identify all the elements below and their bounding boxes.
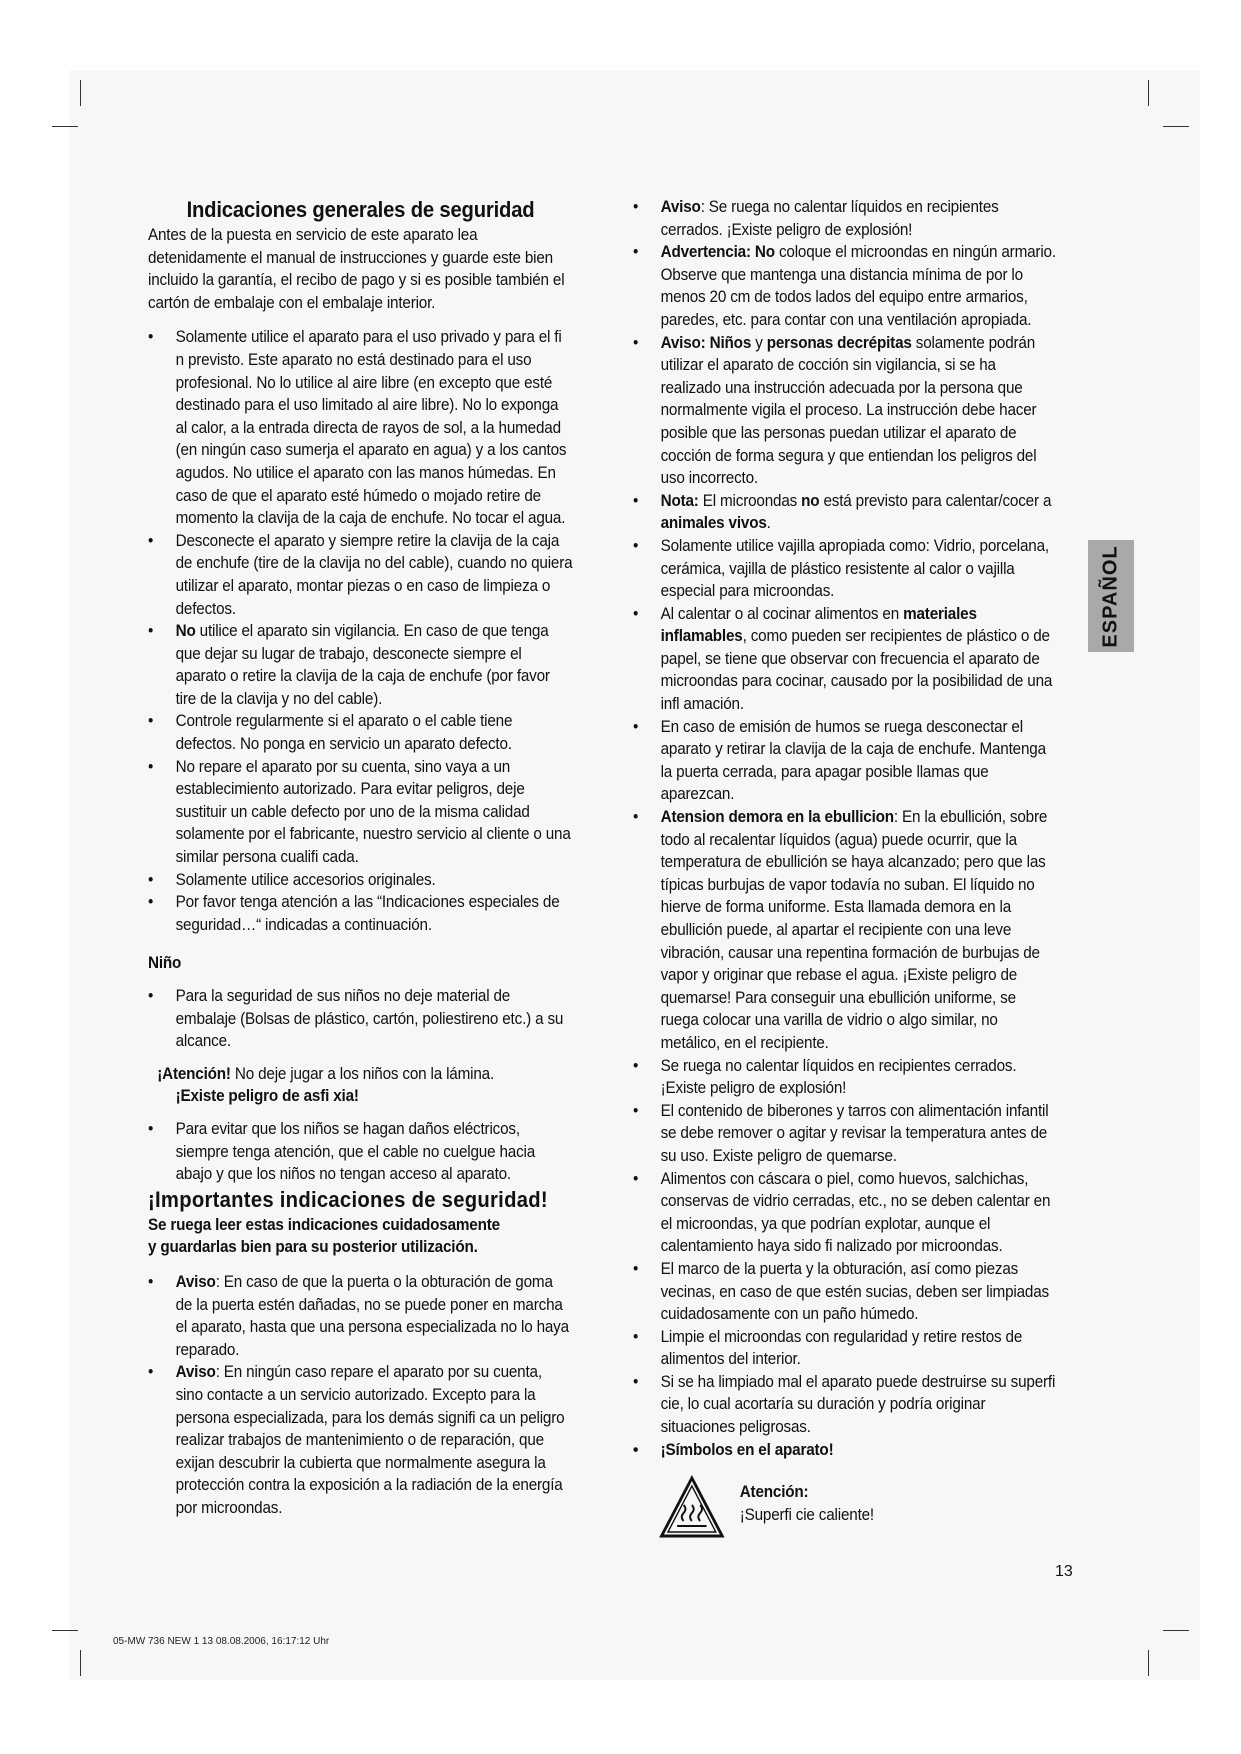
list-item-text: : En ningún caso repare el aparato por su cuenta, sino contacte a un servicio autorizado. Excepto para la persona especializada, para los demás signifi ca un peligro realizar trabajos de mantenimiento o de reparación, que exijan descubrir la cubierta que normalmente asegura la protección contra la exposición a la radiación de la energía por microondas.: [175, 1362, 565, 1517]
aviso-label: Aviso: [175, 1362, 216, 1382]
crop-mark: [52, 126, 78, 127]
list-item: [148, 1361, 573, 1519]
crop-mark: [1163, 126, 1189, 127]
atencion-label: ¡Atención!: [157, 1063, 231, 1083]
nino-list-2: [148, 1118, 573, 1186]
list-item-text: , como pueden ser recipientes de plástico o de papel, se tiene que observar con frecuencia el aparato de microondas para cocinar, causado por la posibilidad de una infl amación.: [660, 626, 1053, 714]
hot-surface-symbol-row: [659, 1475, 1058, 1539]
list-item: • ¡Símbolos en el aparato!: [633, 1439, 1058, 1462]
bold-label: No: [175, 621, 196, 641]
important-list: [148, 1271, 573, 1520]
list-item-text: coloque el microondas en ningún armario. Observe que mantenga una distancia mínima de por lo menos 20 cm de todos lados del equipo entre armarios, paredes, etc. para contar con una ventilación apropiada.: [660, 242, 1056, 329]
list-item: • Solamente utilice accesorios originales.: [148, 869, 573, 892]
crop-mark: [1163, 1630, 1189, 1631]
aviso-label: Aviso: [175, 1271, 216, 1291]
crop-mark: [52, 1630, 78, 1631]
left-column: [148, 196, 573, 1519]
page-number: 13: [1055, 1563, 1073, 1580]
list-item: • Solamente utilice el aparato para el uso privado y para el fi n previsto. Este aparato no está destinado para el uso profesional. No lo utilice al aire libre (en excepto que esté destinado para el uso limitado al aire libre). No lo exponga al calor, a la entrada directa de rayos de sol, a la humedad (en ningún caso sumerja el aparato en agua) y a los cantos agudos. No utilice el aparato con las manos húmedas. En caso de que el aparato esté húmedo o mojado retire de momento la clavija de la caja de enchufe. No tocar el agua.: [148, 326, 573, 529]
list-item: [633, 241, 1058, 331]
crop-mark: [1148, 1650, 1149, 1676]
nota-animales: animales vivos: [660, 513, 767, 533]
list-item: [633, 196, 1058, 241]
list-item: • El marco de la puerta y la obturación, así como piezas vecinas, en caso de que estén sucias, deben ser limpiadas cuidadosamente con un paño húmedo.: [633, 1258, 1058, 1326]
list-item: [148, 1271, 573, 1361]
general-safety-list: [148, 326, 573, 936]
intro-paragraph: Antes de la puesta en servicio de este aparato lea detenidamente el manual de instrucciones y guarde este bien incluido la garantía, el recibo de pago y si es posible también el cartón de embalaje con el embalaje interior.: [148, 225, 565, 312]
list-item-text: está previsto para calentar/cocer a: [819, 490, 1052, 510]
crop-mark: [80, 1650, 81, 1676]
list-item: [633, 332, 1058, 490]
important-subheading: Se ruega leer estas indicaciones cuidadosamente: [148, 1214, 500, 1234]
list-item-text: : En caso de que la puerta o la obturación de goma de la puerta estén dañadas, no se puede poner en marcha el aparato, hasta que una persona especializada no lo haya reparado.: [175, 1271, 569, 1359]
list-item: • Para evitar que los niños se hagan daños eléctricos, siempre tenga atención, que el cable no cuelgue hacia abajo y que los niños no tengan acceso al aparato.: [148, 1118, 573, 1186]
list-item: • El contenido de biberones y tarros con alimentación infantil se debe remover o agitar y revisar la temperatura antes de su uso. Existe peligro de quemarse.: [633, 1100, 1058, 1168]
advertencia-label: Advertencia: No: [660, 242, 775, 262]
list-item: • Por favor tenga atención a las “Indicaciones especiales de seguridad…“ indicadas a continuación.: [148, 891, 573, 936]
list-item: • Solamente utilice vajilla apropiada como: Vidrio, porcelana, cerámica, vajilla de plástico resistente al calor o vajilla especial para microondas.: [633, 535, 1058, 603]
nota-no: no: [801, 490, 820, 510]
crop-mark: [80, 80, 81, 106]
list-item-text: .: [766, 513, 771, 533]
list-item: • No repare el aparato por su cuenta, sino vaya a un establecimiento autorizado. Para evitar peligros, deje sustituir un cable defecto por uno de la misma calidad solamente por el fabricante, nuestro servicio al cliente o una similar persona cualifi cada.: [148, 756, 573, 869]
list-item: [633, 490, 1058, 535]
inflamables-label: materiales inflamables: [660, 603, 977, 646]
atencion-note: [157, 1063, 573, 1108]
list-item: [633, 603, 1058, 716]
ninos-label: Aviso: Niños: [660, 332, 752, 352]
important-subheading: y guardarlas bien para su posterior utilización.: [148, 1237, 478, 1257]
list-item: • Controle regularmente si el aparato o el cable tiene defectos. No ponga en servicio un aparato defecto.: [148, 710, 573, 755]
list-item-text: : En la ebullición, sobre todo al recalentar líquidos (agua) puede ocurrir, que la temperatura de ebullición se haya alcanzado; pero que las típicas burbujas de vapor todavía no suban. El líquido no hierve de forma uniforme. Esta llamada demora en la ebullición puede, al apartar el recipiente con una leve vibración, causar una repentina formación de burbujas de vapor y originar que rebase el agua. ¡Existe peligro de quemarse! Para conseguir una ebullición uniforme, se ruega colocar una varilla de vidrio o algo similar, no metálico, en el recipiente.: [660, 807, 1048, 1052]
list-item-text: Al calentar o al cocinar alimentos en: [660, 603, 904, 623]
list-item: [633, 806, 1058, 1055]
list-item: [148, 620, 573, 710]
list-item: • En caso de emisión de humos se ruega desconectar el aparato y retirar la clavija de la caja de enchufe. Mantenga la puerta cerrada, para apagar posible llamas que aparezcan.: [633, 716, 1058, 806]
list-item: • Limpie el microondas con regularidad y retire restos de alimentos del interior.: [633, 1326, 1058, 1371]
atencion-warning: ¡Existe peligro de asfi xia!: [175, 1086, 359, 1106]
list-item: • Alimentos con cáscara o piel, como huevos, salchichas, conservas de vidrio cerradas, etc., no se deben calentar en el microondas, ya que podrían explotar, aunque el calentamiento haya sido fi nalizado por microondas.: [633, 1168, 1058, 1258]
decrepitas-label: personas decrépitas: [766, 332, 912, 352]
list-item: • Para la seguridad de sus niños no deje material de embalaje (Bolsas de plástico, cartón, poliestireno etc.) a su alcance.: [148, 985, 573, 1053]
aviso-label: Aviso: [660, 197, 701, 216]
list-item-text: solamente podrán utilizar el aparato de cocción sin vigilancia, si se ha realizado una instrucción adecuada por la persona que normalmente vigila el proceso. La instrucción debe hacer posible que las personas puedan utilizar el aparato de cocción de forma segura y que entiendan los peligros del uso incorrecto.: [660, 332, 1037, 488]
right-column: [633, 196, 1058, 1539]
important-heading: ¡Importantes indicaciones de seguridad!: [148, 1186, 548, 1212]
nino-list: [148, 985, 573, 1053]
language-tab-label: ESPAÑOL: [1099, 544, 1122, 648]
nota-label: Nota:: [660, 490, 699, 510]
language-tab: [1088, 540, 1134, 652]
list-item: • Desconecte el aparato y siempre retire la clavija de la caja de enchufe (tire de la clavija no del cable), cuando no quiera utilizar el aparato, montar piezas o en caso de limpieza o defectos.: [148, 530, 573, 620]
page-title: Indicaciones generales de seguridad: [186, 197, 535, 222]
ebullicion-label: Atension demora en la ebullicion: [660, 807, 894, 827]
list-item-text: El microondas: [698, 490, 802, 510]
crop-mark: [1148, 80, 1149, 106]
symbol-title: Atención:: [739, 1482, 809, 1502]
nino-heading: Niño: [148, 953, 182, 973]
right-safety-list: [633, 196, 1058, 1461]
hot-surface-warning-icon: [659, 1475, 725, 1539]
list-item-text: utilice el aparato sin vigilancia. En caso de que tenga que dejar su lugar de trabajo, desconecte siempre el aparato o retire la clavija de la caja de enchufe (por favor tire de la clavija y no del cable).: [175, 621, 550, 708]
list-item-text: : Se ruega no calentar líquidos en recipientes cerrados. ¡Existe peligro de explosión!: [660, 197, 999, 239]
print-footer: 05-MW 736 NEW 1 13 08.08.2006, 16:17:12 Uhr: [113, 1636, 330, 1647]
symbol-text: ¡Superfi cie caliente!: [739, 1504, 874, 1524]
list-item: • Se ruega no calentar líquidos en recipientes cerrados. ¡Existe peligro de explosión!: [633, 1055, 1058, 1100]
atencion-text: No deje jugar a los niños con la lámina.: [230, 1063, 495, 1083]
symbol-caption: [740, 1481, 874, 1526]
list-item-text: y: [751, 332, 767, 352]
list-item: • Si se ha limpiado mal el aparato puede destruirse su superfi cie, lo cual acortaría su duración y podría originar situaciones peligrosas.: [633, 1371, 1058, 1439]
